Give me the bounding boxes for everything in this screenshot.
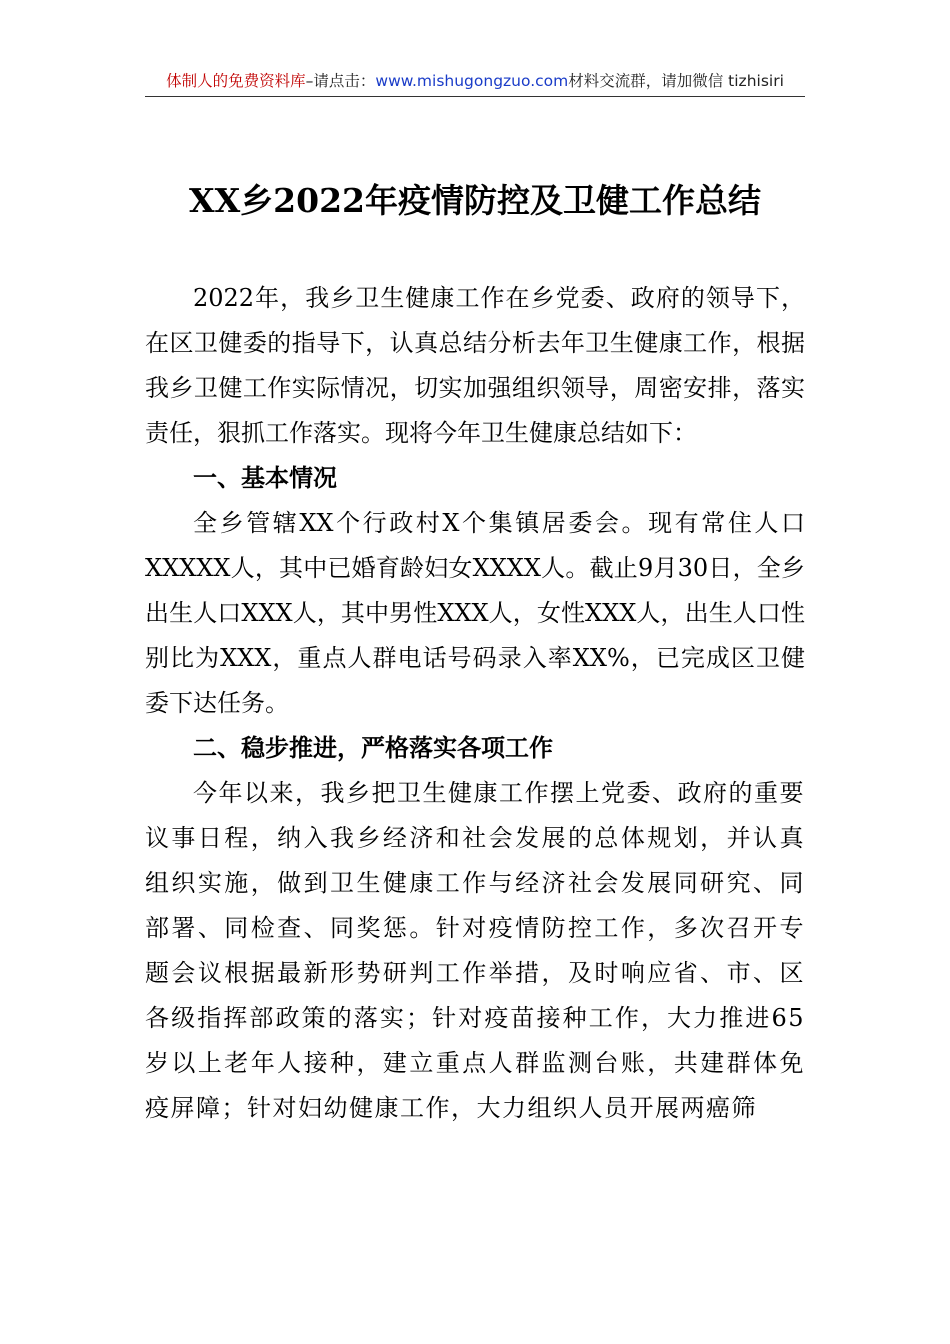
header-url-link[interactable]: www.mishugongzuo.com (375, 72, 569, 90)
section1-heading: 一、基本情况 (193, 464, 337, 492)
section2-heading: 二、稳步推进，严格落实各项工作 (193, 734, 553, 762)
document-title: XX乡2022年疫情防控及卫健工作总结 (188, 181, 762, 220)
section1-paragraph: 全乡管辖XX个行政村X个集镇居委会。现有常住人口XXXXX人，其中已婚育龄妇女XXXX人。截止9月30日，全乡出生人口XXX人，其中男性XXX人，女性XXX人，出生人口性别比为XXX，重点人群电话号码录入率XX%，已完成区卫健委下达任务。 (145, 509, 805, 717)
header-tail: 材料交流群，请加微信 tizhisiri (568, 72, 784, 90)
document-body (145, 276, 805, 1131)
intro-paragraph: 2022年，我乡卫生健康工作在乡党委、政府的领导下，在区卫健委的指导下，认真总结分析去年卫生健康工作，根据我乡卫健工作实际情况，切实加强组织领导，周密安排，落实责任，狠抓工作落实。现将今年卫生健康总结如下： (145, 284, 805, 447)
page-header (145, 66, 805, 97)
section2-paragraph: 今年以来，我乡把卫生健康工作摆上党委、政府的重要议事日程，纳入我乡经济和社会发展的总体规划，并认真组织实施，做到卫生健康工作与经济社会发展同研究、同部署、同检查、同奖惩。针对疫情防控工作，多次召开专题会议根据最新形势研判工作举措，及时响应省、市、区各级指挥部政策的落实；针对疫苗接种工作，大力推进65岁以上老年人接种，建立重点人群监测台账，共建群体免疫屏障；针对妇幼健康工作，大力组织人员开展两癌筛 (145, 779, 805, 1122)
header-brand: 体制人的免费资料库 (166, 72, 306, 90)
header-prompt: –请点击： (305, 72, 376, 90)
